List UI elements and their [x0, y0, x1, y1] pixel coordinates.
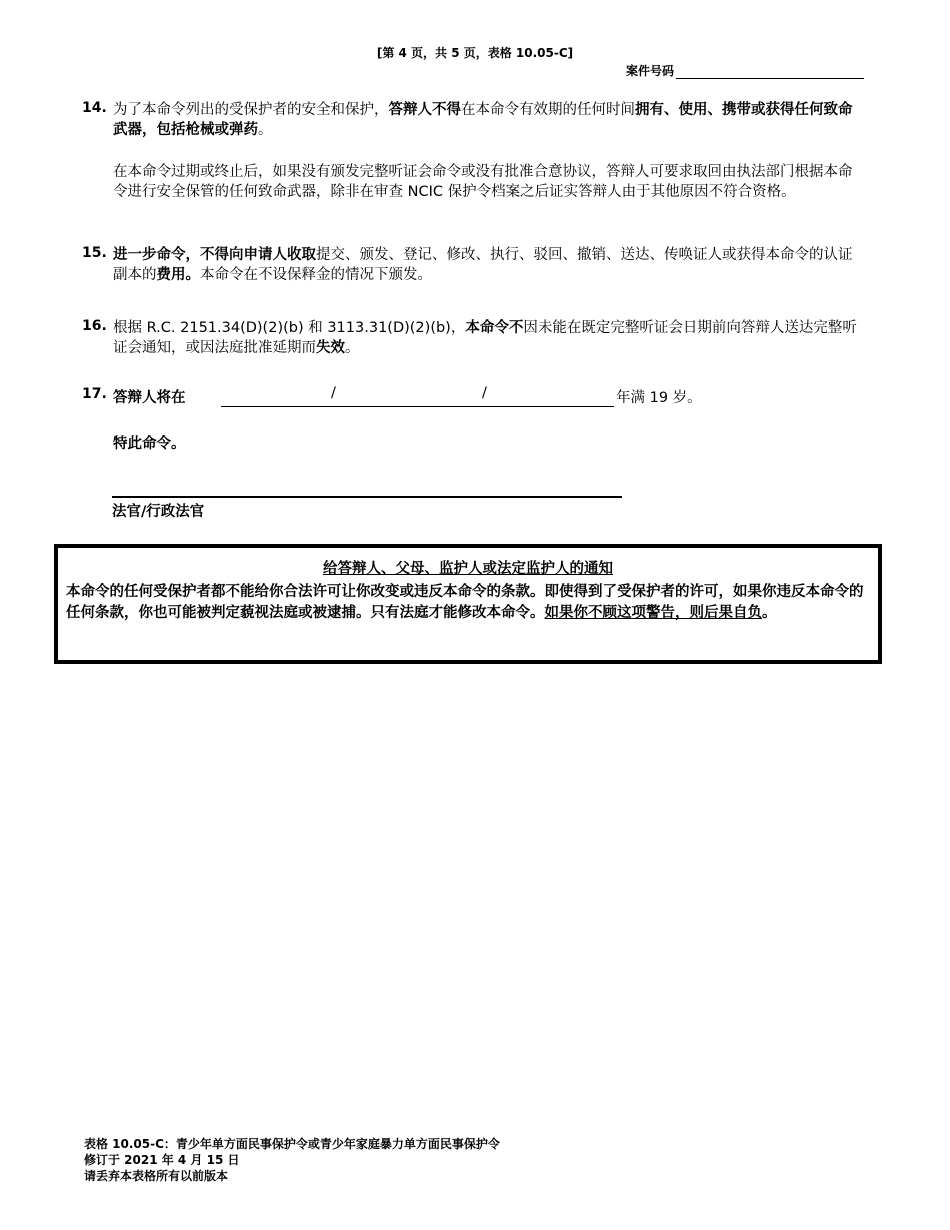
item-17-label: 答辩人将在	[113, 390, 186, 406]
item-15-number: 15.	[82, 245, 107, 261]
notice-body: 本命令的任何受保护者都不能给你合法许可让你改变或违反本命令的条款。即使得到了受保护者的许可，如果你违反本命令的任何条款，你也可能被判定藐视法庭或被逮捕。只有法庭才能修改本命令。如果你不顾这项警告，则后果自负。	[66, 584, 864, 621]
order-statement: 特此命令。	[113, 436, 186, 452]
footer-form-title: 表格 10.05-C：青少年单方面民事保护令或青少年家庭暴力单方面民事保护令	[84, 1137, 500, 1151]
item-14-number: 14.	[82, 100, 107, 116]
signature-label: 法官/行政法官	[112, 504, 205, 520]
signature-line[interactable]	[112, 496, 622, 498]
case-number-label: 案件号码	[626, 64, 675, 78]
notice-box	[54, 544, 882, 664]
item-14-text: 为了本命令列出的受保护者的安全和保护，答辩人不得在本命令有效期的任何时间拥有、使用、携带或获得任何致命武器，包括枪械或弹药。	[113, 102, 853, 138]
case-number-field[interactable]	[676, 65, 864, 79]
footer-discard-note: 请丢弃本表格所有以前版本	[84, 1169, 229, 1183]
page-header: [第 4 页，共 5 页，表格 10.05-C]	[376, 46, 574, 60]
notice-warning: 如果你不顾这项警告，则后果自负	[544, 605, 762, 621]
case-number	[626, 62, 864, 79]
item-16-number: 16.	[82, 318, 107, 334]
item-14-return-text: 在本命令过期或终止后，如果没有颁发完整听证会命令或没有批准合意协议，答辩人可要求取回由执法部门根据本命令进行安全保管的任何致命武器，除非在审查 NCIC 保护令档案之后证实答辩人由于其他原因不符合资格。	[113, 164, 853, 200]
date-separator: /	[331, 385, 336, 401]
item-17-number: 17.	[82, 386, 107, 402]
notice-title: 给答辩人、父母、监护人或法定监护人的通知	[323, 561, 613, 577]
date-separator: /	[482, 385, 487, 401]
birthday-date-field[interactable]	[221, 406, 614, 407]
item-16-text: 根据 R.C. 2151.34(D)(2)(b) 和 3113.31(D)(2)(b)，本命令不因未能在既定完整听证会日期前向答辩人送达完整听证会通知，或因法庭批准延期而失效。	[113, 320, 857, 356]
item-17-suffix: 年满 19 岁。	[616, 390, 702, 406]
item-15-text: 进一步命令，不得向申请人收取提交、颁发、登记、修改、执行、驳回、撤销、送达、传唤证人或获得本命令的认证副本的费用。本命令在不设保释金的情况下颁发。	[113, 247, 853, 283]
footer-revision: 修订于 2021 年 4 月 15 日	[84, 1153, 240, 1167]
